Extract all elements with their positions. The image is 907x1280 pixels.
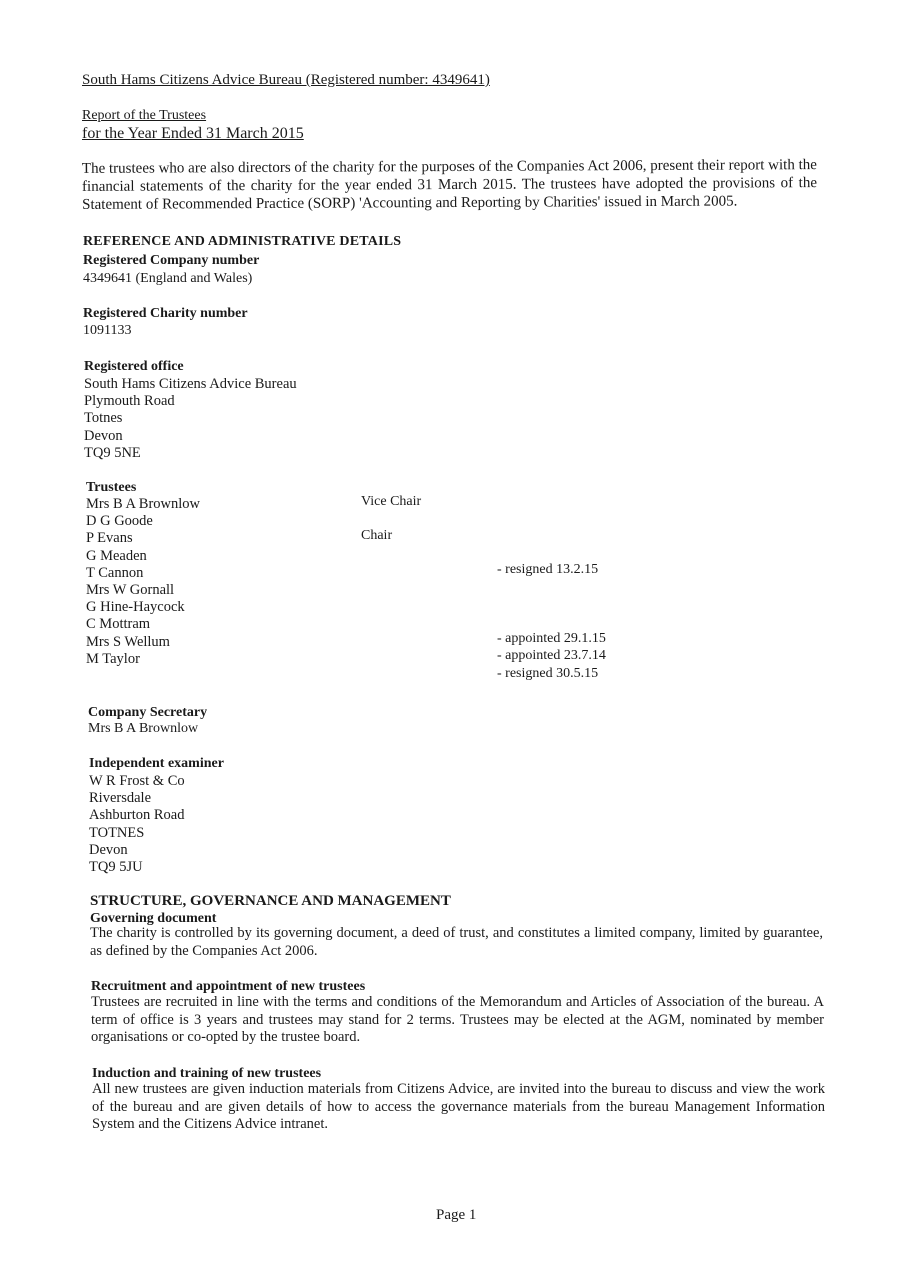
induction-body: All new trustees are given induction materials from Citizens Advice, are invited into the bureau to discuss and view the work of the bureau and are given details of how to access the governance materials from the bureau Management Information System and the Citizens Advice intranet. [92, 1081, 825, 1132]
registered-office-address [84, 376, 297, 462]
charity-number-label: Registered Charity number [83, 306, 248, 321]
trustee-name: Mrs S Wellum [86, 633, 170, 650]
address-line: Devon [84, 427, 123, 444]
company-secretary: Mrs B A Brownlow [88, 721, 199, 736]
trustee-name: D G Goode [86, 513, 153, 530]
governance-heading: STRUCTURE, GOVERNANCE AND MANAGEMENT [90, 893, 451, 909]
address-line: Riversdale [89, 790, 152, 807]
address-line: Plymouth Road [84, 393, 175, 410]
charity-number: 1091133 [83, 323, 132, 338]
address-line: W R Frost & Co [89, 773, 185, 789]
trustee-name: Mrs B A Brownlow [86, 496, 201, 512]
address-line: TOTNES [89, 824, 145, 841]
recruitment-body: Trustees are recruited in line with the terms and conditions of the Memorandum and Articles of Association of the bureau. A term of office is 3 years and trustees may stand for 2 terms. Trustees may be elected at the AGM, nominated by member organisations or co-opted by the trustee board. [91, 994, 824, 1045]
report-period: for the Year Ended 31 March 2015 [82, 125, 304, 142]
intro-paragraph: The trustees who are also directors of the charity for the purposes of the Companies Act 2006, present their report with the financial statements of the charity for the year ended 31 March 2015. The trustees have adopted the provisions of the Statement of Recommended Practice (SORP) 'Accounting and Reporting by Charities' issued in March 2005. [81, 157, 818, 213]
report-title: Report of the Trustees [82, 108, 207, 123]
address-line: Devon [89, 841, 128, 858]
trustee-name: M Taylor [86, 650, 140, 667]
trustees-list [86, 496, 200, 668]
independent-examiner-label: Independent examiner [89, 756, 224, 771]
address-line: TQ9 5NE [84, 444, 141, 461]
trustee-name: P Evans [86, 530, 133, 547]
address-line: South Hams Citizens Advice Bureau [84, 376, 297, 392]
independent-examiner-address [89, 773, 185, 876]
trustee-name: T Cannon [86, 564, 144, 581]
company-number: 4349641 (England and Wales) [83, 271, 253, 286]
trustee-note: - resigned 13.2.15 [497, 562, 599, 577]
page-number: Page 1 [436, 1207, 477, 1223]
company-number-label: Registered Company number [83, 253, 260, 268]
address-line: TQ9 5JU [89, 859, 143, 876]
trustee-note: - resigned 30.5.15 [497, 666, 599, 681]
governing-document-title: Governing document [90, 911, 217, 926]
address-line: Ashburton Road [89, 807, 185, 824]
company-secretary-label: Company Secretary [88, 705, 208, 720]
trustee-note: - appointed 29.1.15 [497, 631, 606, 646]
trustee-name: G Hine-Haycock [86, 599, 185, 616]
trustee-role-chair: Chair [361, 528, 393, 543]
trustee-role-vice-chair: Vice Chair [361, 494, 422, 509]
trustee-name: C Mottram [86, 616, 151, 633]
trustee-note: - appointed 23.7.14 [497, 648, 606, 663]
trustees-label: Trustees [86, 480, 137, 495]
organisation-line: South Hams Citizens Advice Bureau (Registered number: 4349641) [82, 72, 490, 88]
ref-admin-heading: REFERENCE AND ADMINISTRATIVE DETAILS [83, 234, 402, 249]
registered-office-label: Registered office [84, 359, 184, 374]
trustee-name: Mrs W Gornall [86, 582, 175, 599]
recruitment-title: Recruitment and appointment of new trustees [91, 979, 366, 994]
trustee-name: G Meaden [86, 547, 147, 564]
governing-document-body: The charity is controlled by its governing document, a deed of trust, and constitutes a limited company, limited by guarantee, as defined by the Companies Act 2006. [90, 925, 823, 959]
induction-title: Induction and training of new trustees [92, 1066, 322, 1081]
address-line: Totnes [84, 410, 123, 427]
